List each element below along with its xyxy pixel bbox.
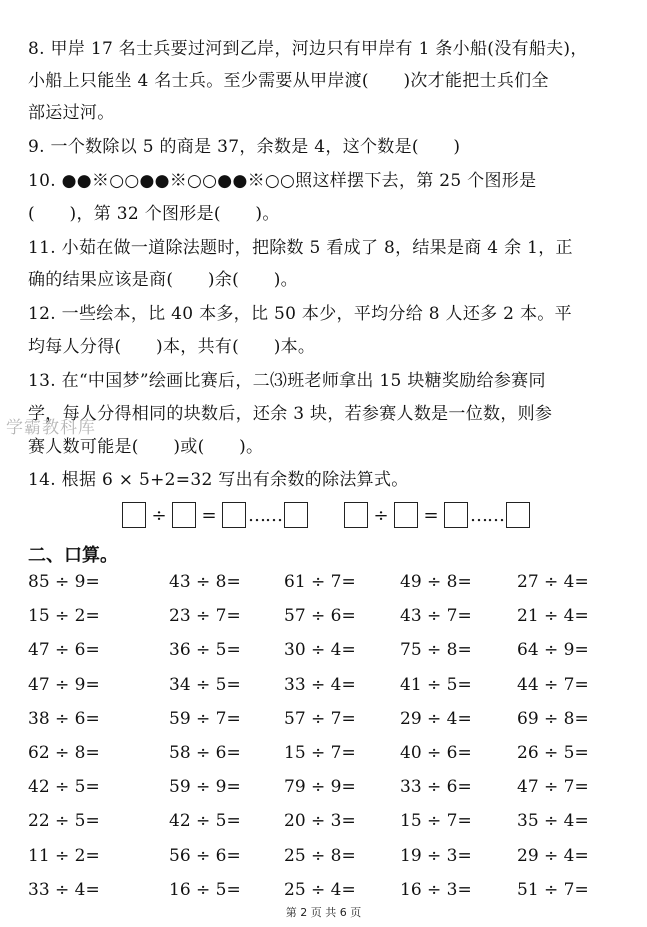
division-equation-row xyxy=(122,500,530,530)
oral-item: 85 ÷ 9= xyxy=(28,572,100,592)
question-10-line-2: ( )，第 32 个图形是( )。 xyxy=(28,204,280,224)
oral-item: 44 ÷ 7= xyxy=(517,674,589,695)
page-number: 第 2 页 共 6 页 xyxy=(285,906,362,919)
oral-item: 43 ÷ 8= xyxy=(169,572,241,592)
remainder-dots: …… xyxy=(470,504,504,526)
oral-item: 33 ÷ 6= xyxy=(400,777,472,798)
question-13-line-3: 赛人数可能是( )或( )。 xyxy=(28,437,264,457)
oral-item: 25 ÷ 8= xyxy=(284,845,356,866)
oral-item: 47 ÷ 7= xyxy=(517,777,589,798)
oral-item: 42 ÷ 5= xyxy=(28,777,100,798)
oral-item: 38 ÷ 6= xyxy=(28,708,100,729)
oral-item: 25 ÷ 4= xyxy=(284,879,356,900)
oral-item: 47 ÷ 9= xyxy=(28,674,100,695)
oral-item: 23 ÷ 7= xyxy=(169,606,241,627)
section-title-oral: 二、口算。 xyxy=(28,545,118,566)
oral-item: 47 ÷ 6= xyxy=(28,640,100,661)
oral-item: 75 ÷ 8= xyxy=(400,640,472,661)
dividend-box[interactable] xyxy=(344,502,368,528)
question-10-line-1: 10. ●●※○○●●※○○●●※○○照这样摆下去，第 25 个图形是 xyxy=(28,171,537,191)
dividend-box[interactable] xyxy=(122,502,146,528)
question-9: 9. 一个数除以 5 的商是 37，余数是 4，这个数是( ) xyxy=(28,137,461,157)
oral-item: 19 ÷ 3= xyxy=(400,845,472,866)
oral-item: 16 ÷ 3= xyxy=(400,879,472,900)
oral-item: 15 ÷ 2= xyxy=(28,606,100,627)
remainder-box[interactable] xyxy=(284,502,308,528)
divisor-box[interactable] xyxy=(394,502,418,528)
oral-item: 57 ÷ 6= xyxy=(284,606,356,627)
oral-item: 69 ÷ 8= xyxy=(517,708,589,729)
oral-item: 59 ÷ 7= xyxy=(169,708,241,729)
oral-item: 16 ÷ 5= xyxy=(169,879,241,900)
oral-item: 49 ÷ 8= xyxy=(400,572,472,592)
oral-item: 21 ÷ 4= xyxy=(517,606,589,627)
oral-item: 56 ÷ 6= xyxy=(169,845,241,866)
question-12-line-1: 12. 一些绘本，比 40 本多，比 50 本少，平均分给 8 人还多 2 本。平 xyxy=(28,304,572,324)
oral-item: 35 ÷ 4= xyxy=(517,811,589,832)
oral-item: 43 ÷ 7= xyxy=(400,606,472,627)
oral-item: 62 ÷ 8= xyxy=(28,742,100,763)
question-11-line-2: 确的结果应该是商( )余( )。 xyxy=(28,270,298,290)
divisor-box[interactable] xyxy=(172,502,196,528)
question-11-line-1: 11. 小茹在做一道除法题时，把除数 5 看成了 8，结果是商 4 余 1，正 xyxy=(28,238,573,258)
watermark: 学霸教科库 xyxy=(6,418,96,438)
question-8-line-2: 小船上只能坐 4 名士兵。至少需要从甲岸渡( )次才能把士兵们全 xyxy=(28,71,549,91)
oral-item: 64 ÷ 9= xyxy=(517,640,589,661)
oral-item: 42 ÷ 5= xyxy=(169,811,241,832)
equals-sign: = xyxy=(423,504,439,526)
oral-item: 29 ÷ 4= xyxy=(517,845,589,866)
oral-item: 30 ÷ 4= xyxy=(284,640,356,661)
oral-item: 27 ÷ 4= xyxy=(517,572,589,592)
question-8-line-1: 8. 甲岸 17 名士兵要过河到乙岸，河边只有甲岸有 1 条小船(没有船夫)， xyxy=(28,39,588,59)
oral-item: 57 ÷ 7= xyxy=(284,708,356,729)
quotient-box[interactable] xyxy=(444,502,468,528)
remainder-dots: …… xyxy=(248,504,282,526)
quotient-box[interactable] xyxy=(222,502,246,528)
oral-item: 51 ÷ 7= xyxy=(517,879,589,900)
oral-item: 15 ÷ 7= xyxy=(284,742,356,763)
oral-item: 11 ÷ 2= xyxy=(28,845,100,866)
oral-item: 20 ÷ 3= xyxy=(284,811,356,832)
question-8-line-3: 部运过河。 xyxy=(28,103,115,123)
oral-item: 58 ÷ 6= xyxy=(169,742,241,763)
divide-sign: ÷ xyxy=(151,504,167,526)
division-equation-2 xyxy=(344,502,530,528)
divide-sign: ÷ xyxy=(373,504,389,526)
oral-item: 79 ÷ 9= xyxy=(284,777,356,798)
oral-item: 41 ÷ 5= xyxy=(400,674,472,695)
question-13-line-2: 学，每人分得相同的块数后，还余 3 块，若参赛人数是一位数，则参 xyxy=(28,404,553,424)
oral-item: 26 ÷ 5= xyxy=(517,742,589,763)
equals-sign: = xyxy=(201,504,217,526)
oral-item: 40 ÷ 6= xyxy=(400,742,472,763)
oral-item: 22 ÷ 5= xyxy=(28,811,100,832)
oral-item: 59 ÷ 9= xyxy=(169,777,241,798)
question-12-line-2: 均每人分得( )本，共有( )本。 xyxy=(28,337,316,357)
oral-item: 61 ÷ 7= xyxy=(284,572,356,592)
division-equation-1 xyxy=(122,502,308,528)
oral-item: 15 ÷ 7= xyxy=(400,811,472,832)
oral-item: 29 ÷ 4= xyxy=(400,708,472,729)
oral-item: 34 ÷ 5= xyxy=(169,674,241,695)
question-13-line-1: 13. 在“中国梦”绘画比赛后，二⑶班老师拿出 15 块糖奖励给参赛同 xyxy=(28,371,546,391)
question-14: 14. 根据 6 × 5+2=32 写出有余数的除法算式。 xyxy=(28,470,409,490)
oral-item: 36 ÷ 5= xyxy=(169,640,241,661)
oral-item: 33 ÷ 4= xyxy=(28,879,100,900)
oral-item: 33 ÷ 4= xyxy=(284,674,356,695)
remainder-box[interactable] xyxy=(506,502,530,528)
